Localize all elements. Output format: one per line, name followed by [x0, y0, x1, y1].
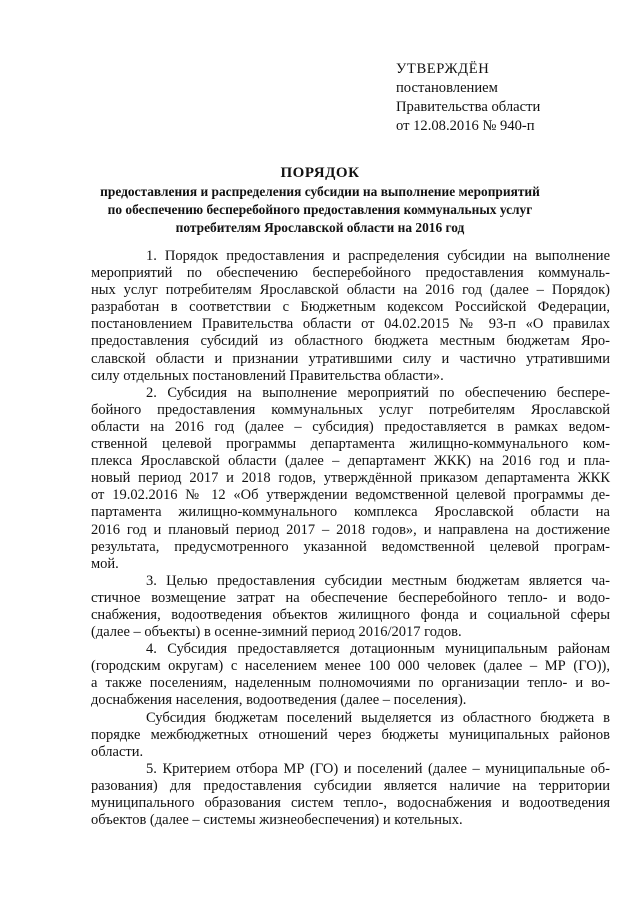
title-subtitle-line: предоставления и распределения субсидии на выполнение мероприятий: [100, 184, 540, 199]
text-line: Субсидия бюджетам поселений выделяется из областного бюджета в: [146, 709, 610, 726]
text-line: ных услуг потребителям Ярославской области на 2016 год (далее – Порядок): [91, 282, 610, 299]
text-line: партамента жилищно-коммунального комплекса Ярославской области на: [91, 504, 610, 521]
text-line: доснабжения населения, водоотведения (далее – поселения).: [91, 692, 467, 709]
text-line: силу отдельных постановлений Правительства области».: [91, 367, 444, 384]
text-line: 3. Целью предоставления субсидии местным бюджетам является ча-: [146, 572, 610, 589]
text-line: новый период 2017 и 2018 годов, утверждённой приказом департамента ЖКК: [91, 470, 610, 487]
text-line: стичное возмещение затрат на обеспечение бесперебойного тепло- и водо-: [91, 589, 610, 606]
text-line: мой.: [91, 555, 119, 572]
title-subtitle-line: потребителям Ярославской области на 2016 год: [175, 220, 465, 235]
paragraph-5: [91, 761, 610, 829]
paragraph-3: [91, 573, 610, 641]
text-line: от 19.02.2016 № 12 «Об утверждении ведомственной целевой программы де-: [91, 487, 610, 504]
text-line: постановлением Правительства области от 04.02.2015 № 93-п «О правилах: [91, 316, 610, 333]
text-line: 2016 год и плановый период 2017 – 2018 годов», и направлена на достижение: [91, 521, 610, 538]
text-line: (городским округам) с населением менее 100 000 человек (далее – МР (ГО)),: [91, 658, 610, 675]
text-line: плекса Ярославской области (далее – департамент ЖКК) на 2016 год и пла-: [91, 453, 610, 470]
text-line: 4. Субсидия предоставляется дотационным муниципальным районам: [146, 641, 610, 658]
paragraph-4: [91, 641, 610, 709]
text-line: объектов (далее – системы жизнеобеспечения) и котельных.: [91, 812, 463, 829]
text-line: 1. Порядок предоставления и распределения субсидии на выполнение: [146, 248, 610, 264]
paragraph-1: [91, 248, 610, 385]
text-line: бойного предоставления коммунальных услуг потребителям Ярославской: [91, 401, 610, 418]
approval-line: постановлением: [396, 80, 498, 96]
title-main: ПОРЯДОК: [280, 165, 360, 181]
text-line: 5. Критерием отбора МР (ГО) и поселений (далее – муниципальные об-: [146, 760, 610, 777]
text-line: порядке межбюджетных отношений через бюджеты муниципальных районов: [91, 726, 610, 743]
text-line: предоставления субсидий из областного бюджета местным бюджетам Яро-: [91, 333, 610, 350]
approval-date-line: от 12.08.2016 № 940-п: [396, 118, 535, 134]
text-line: области.: [91, 743, 144, 760]
approval-stamp: [396, 60, 540, 136]
text-line: а также поселениям, наделенным полномочиями по организации тепло- и во-: [91, 675, 610, 692]
text-line: снабжения, водоотведения объектов жилищного фонда и социальной сферы: [91, 606, 610, 623]
text-line: ственной целевой программы департамента жилищно-коммунального ком-: [91, 436, 610, 453]
title-subtitle-line: по обеспечению бесперебойного предоставления коммунальных услуг: [107, 202, 533, 217]
approval-line: Правительства области: [396, 99, 541, 115]
paragraph-2: [91, 385, 610, 573]
text-line: муниципального образования систем тепло-, водоснабжения и водоотведения: [91, 795, 610, 811]
text-line: (далее – объекты) в осенне-зимний период 2016/2017 годов.: [91, 624, 462, 641]
text-line: 2. Субсидия на выполнение мероприятий по обеспечению беспере-: [146, 384, 610, 401]
document-title: [100, 163, 540, 237]
paragraph-4-continuation: [91, 710, 610, 761]
text-line: результата, предусмотренного указанной ведомственной целевой програм-: [91, 538, 610, 555]
text-line: разработан в соответствии с Бюджетным кодексом Российской Федерации,: [91, 299, 610, 316]
approval-heading: УТВЕРЖДЁН: [396, 61, 490, 77]
text-line: области на 2016 год (далее – субсидия) предоставляется в рамках ведом-: [91, 418, 610, 435]
text-line: славской области и признании утратившими силу и частично утратившими: [91, 350, 610, 367]
text-line: разования) для предоставления субсидии является наличие на территории: [91, 777, 610, 794]
document-body: [91, 248, 610, 829]
text-line: мероприятий по обеспечению бесперебойного предоставления коммуналь-: [91, 265, 610, 282]
